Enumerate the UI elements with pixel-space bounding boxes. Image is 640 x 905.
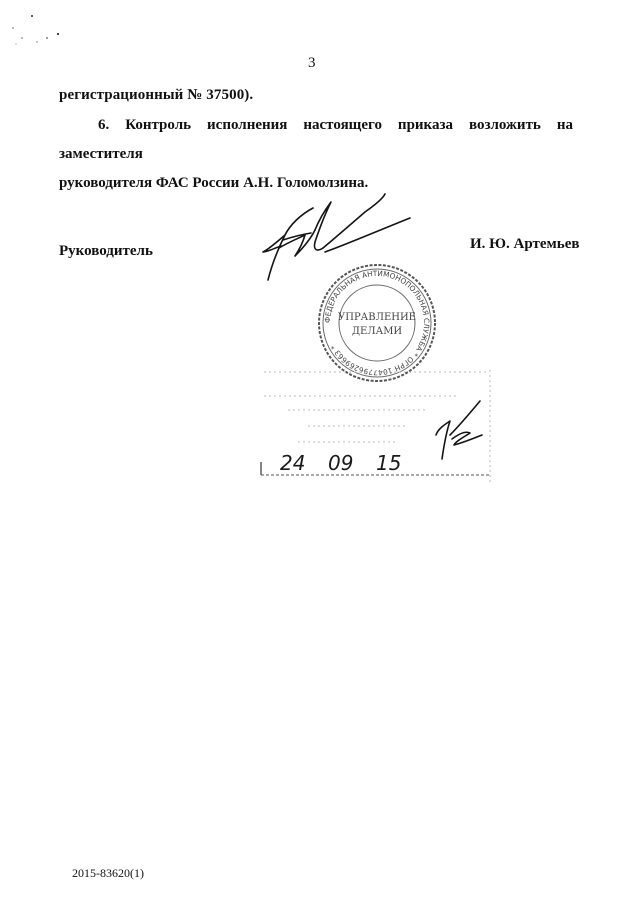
signatory-role: Руководитель <box>59 243 153 259</box>
paragraph-6-line-2: руководителя ФАС России А.Н. Голомолзина. <box>59 175 369 191</box>
date-month: 09 <box>328 451 354 475</box>
paragraph-6-line-1: 6. Контроль исполнения настоящего приказа возложить на заместителя <box>59 117 573 162</box>
signatory-name: И. Ю. Артемьев <box>470 236 580 252</box>
seal-center-line-2: ДЕЛАМИ <box>351 326 403 337</box>
seal-ring-text: ФЕДЕРАЛЬНАЯ АНТИМОНОПОЛЬНАЯ СЛУЖБА * ОГРН 1047796269663 * <box>322 268 432 378</box>
date-day: 24 <box>280 451 306 475</box>
handwritten-initials <box>430 395 490 465</box>
scan-specks <box>10 14 70 54</box>
paragraph-tail: регистрационный № 37500). <box>59 87 254 103</box>
paragraph-6 <box>59 111 573 198</box>
page-number: 3 <box>308 55 316 71</box>
document-code: 2015-83620(1) <box>72 866 144 880</box>
seal-center-line-1: УПРАВЛЕНИЕ <box>338 312 416 323</box>
date-year: 15 <box>376 451 402 475</box>
